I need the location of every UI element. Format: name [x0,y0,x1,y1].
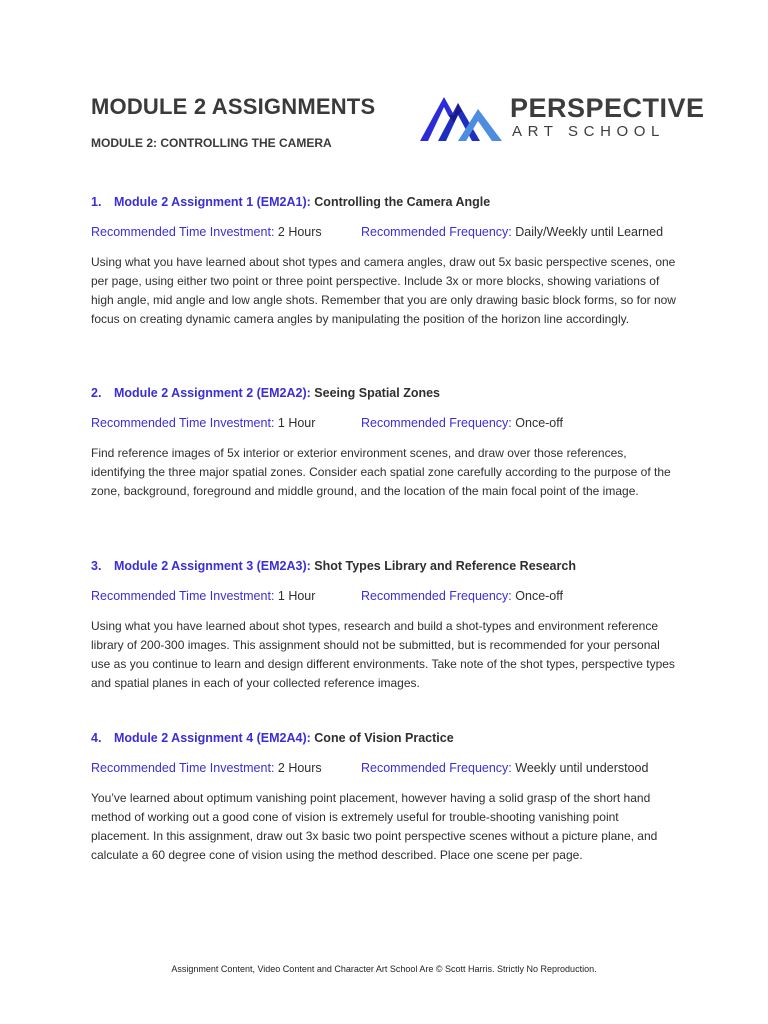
mountain-logo-icon [418,89,504,143]
time-investment [91,414,315,432]
frequency-value: Daily/Weekly until Learned [515,225,664,239]
assignment-heading [91,729,681,747]
logo-wordmark-primary: PERSPECTIVE [510,93,705,123]
assignment-number: 1. [91,195,102,209]
assignment-number: 3. [91,559,102,573]
assignment-3 [91,557,681,693]
assignment-4 [91,729,681,865]
frequency [361,759,648,777]
frequency [361,414,563,432]
assignment-description: Find reference images of 5x interior or exterior environment scenes, and draw over those references, identifying the three major spatial zones. Consider each spatial zone carefully according to the purpose of the zone, background, foreground and middle ground, and the location of the main focal point of the image. [91,446,671,498]
assignment-2 [91,384,681,501]
page-subtitle: MODULE 2: CONTROLLING THE CAMERA [91,136,332,150]
frequency-value: Once-off [515,416,563,430]
time-investment [91,759,322,777]
time-investment [91,223,322,241]
copyright-footer: Assignment Content, Video Content and Character Art School Are © Scott Harris. Strictly No Reproduction. [171,964,597,974]
time-value: 2 Hours [277,761,322,775]
frequency-label: Recommended Frequency: [361,589,512,603]
frequency-value: Once-off [515,589,563,603]
assignment-meta [91,414,681,432]
assignment-number: 4. [91,731,102,745]
assignment-meta [91,759,681,777]
frequency [361,223,663,241]
time-value: 2 Hours [277,225,322,239]
assignment-description: Using what you have learned about shot types and camera angles, draw out 5x basic perspective scenes, one per page, using either two point or three point perspective. Include 3x or more blocks, showing variations of high angle, mid angle and low angle shots. Remember that you are only drawing basic block forms, so for now focus on creating dynamic camera angles by manipulating the position of the horizon line accordingly. [91,255,676,326]
assignment-heading [91,193,681,211]
assignment-name: Controlling the Camera Angle [314,195,491,209]
assignment-code: Module 2 Assignment 3 (EM2A3): [114,559,311,573]
time-label: Recommended Time Investment: [91,761,275,775]
school-logo [418,89,705,145]
assignment-name: Seeing Spatial Zones [314,386,441,400]
frequency-label: Recommended Frequency: [361,761,512,775]
time-value: 1 Hour [277,589,316,603]
frequency-label: Recommended Frequency: [361,416,512,430]
frequency-label: Recommended Frequency: [361,225,512,239]
assignment-meta [91,223,681,241]
assignment-1 [91,193,681,329]
assignment-code: Module 2 Assignment 2 (EM2A2): [114,386,311,400]
assignment-name: Cone of Vision Practice [314,731,454,745]
assignment-code: Module 2 Assignment 4 (EM2A4): [114,731,311,745]
assignment-heading [91,557,681,575]
assignment-code: Module 2 Assignment 1 (EM2A1): [114,195,311,209]
frequency [361,587,563,605]
time-label: Recommended Time Investment: [91,225,275,239]
time-label: Recommended Time Investment: [91,416,275,430]
logo-wordmark-secondary: ART SCHOOL [512,123,665,140]
assignment-number: 2. [91,386,102,400]
assignment-meta [91,587,681,605]
assignment-description: You’ve learned about optimum vanishing point placement, however having a solid grasp of the short hand method of working out a good cone of vision is extremely useful for trouble-shooting vanishing point placement. In this assignment, draw out 3x basic two point perspective scenes without a picture plane, and calculate a 60 degree cone of vision using the method described. Place one scene per page. [91,791,658,862]
time-value: 1 Hour [277,416,316,430]
time-investment [91,587,315,605]
time-label: Recommended Time Investment: [91,589,275,603]
assignment-description: Using what you have learned about shot types, research and build a shot-types and environment reference library of 200-300 images. This assignment should not be submitted, but is recommended for your personal use as you continue to learn and design different environments. Take note of the shot types, perspective types and spatial planes in each of your collected reference images. [91,619,675,690]
frequency-value: Weekly until understood [515,761,649,775]
assignment-name: Shot Types Library and Reference Research [314,559,576,573]
page-title: MODULE 2 ASSIGNMENTS [91,94,376,119]
assignment-heading [91,384,681,402]
